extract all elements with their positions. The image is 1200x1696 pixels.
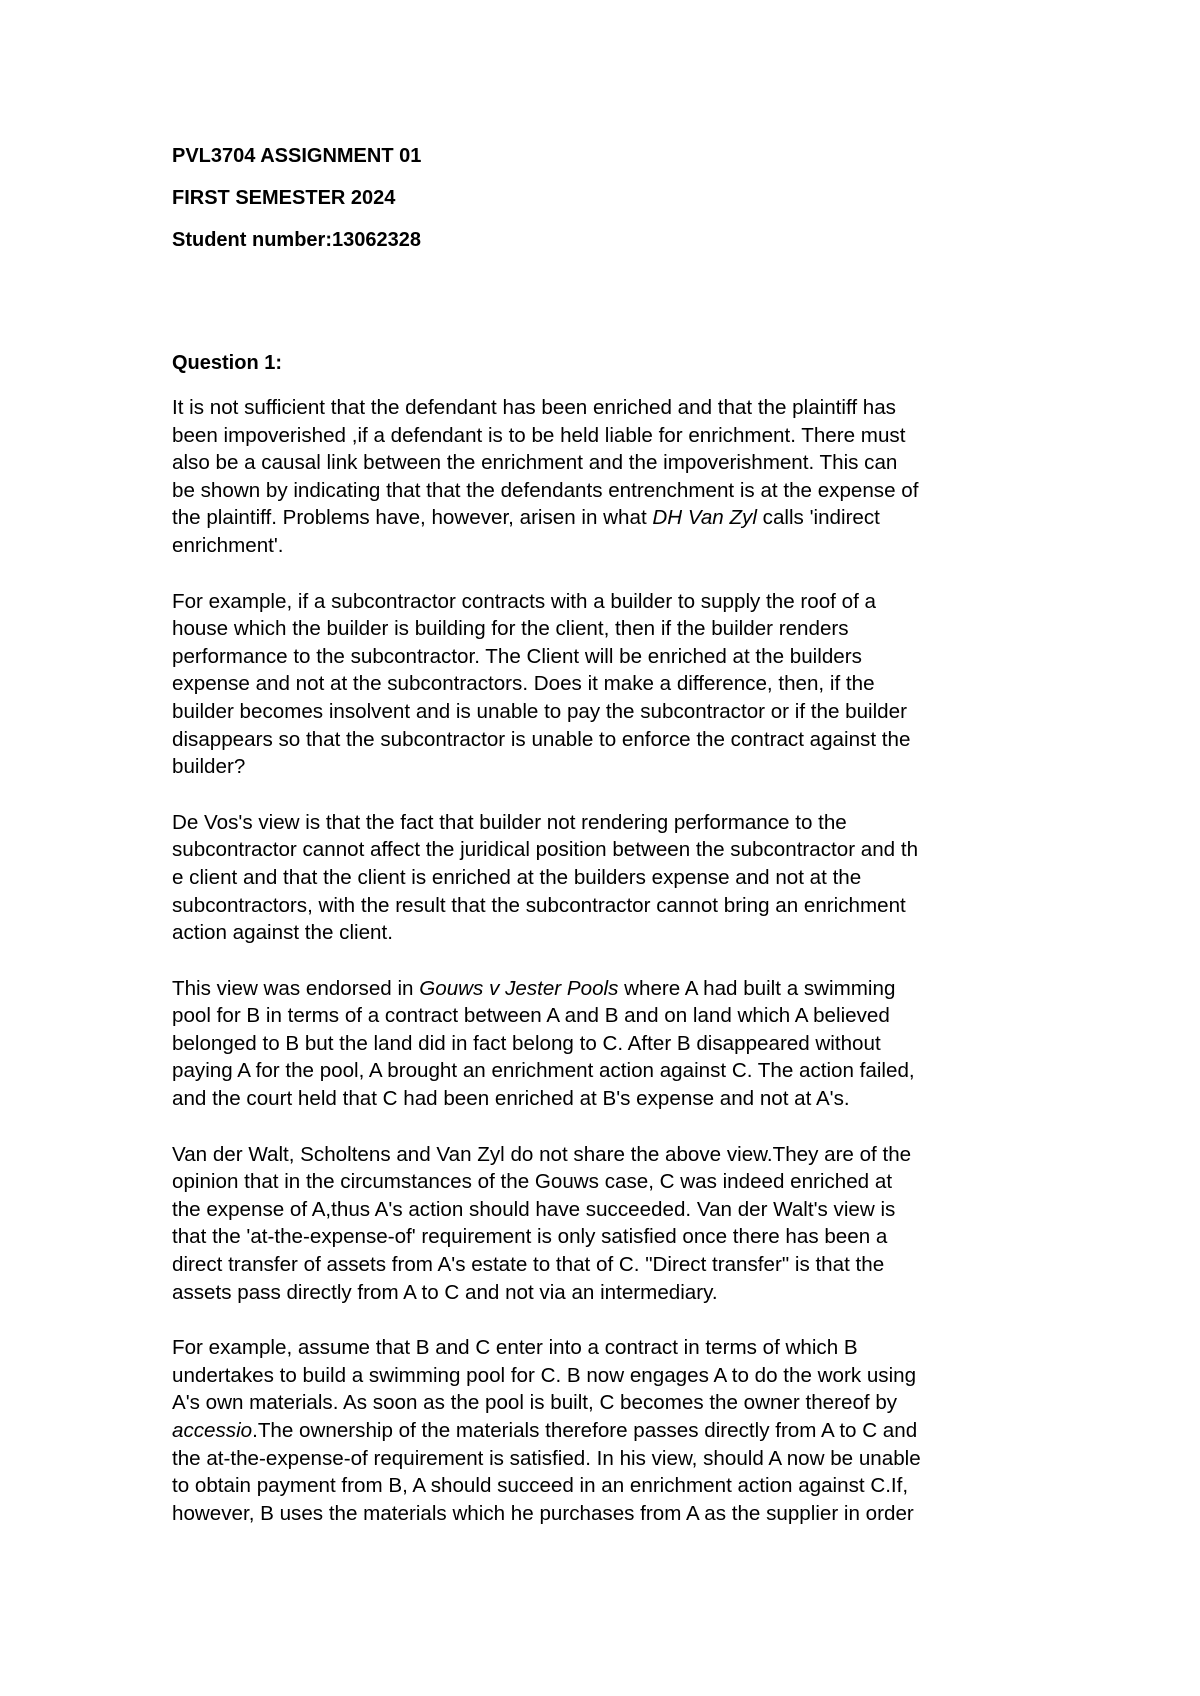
text-line: and the court held that C had been enriched at B's expense and not at A's. [172,1087,850,1111]
text-line: the at-the-expense-of requirement is satisfied. In his view, should A now be unable [172,1446,921,1470]
text-segment: .The ownership of the materials therefore passes directly from A to C and [252,1419,918,1442]
text-line: Van der Walt, Scholtens and Van Zyl do not share the above view.They are of the [172,1142,912,1166]
text-line: that the 'at-the-expense-of' requirement is only satisfied once there has been a [172,1225,888,1249]
paragraph [172,1334,1072,1527]
italic-text: Gouws v Jester Pools [419,976,619,1000]
text-line: e client and that the client is enriched at the builders expense and not at the [172,865,862,889]
text-line: been impoverished ,if a defendant is to be held liable for enrichment. There must [172,423,906,447]
text-line: subcontractors, with the result that the subcontractor cannot bring an enrichment [172,893,906,917]
text-segment: the plaintiff. Problems have, however, arisen in what [172,506,653,530]
course-title: PVL3704 ASSIGNMENT 01 [172,145,422,167]
question-answer-body [172,394,1072,1527]
text-line: also be a causal link between the enrichment and the impoverishment. This can [172,451,898,475]
text-line: belonged to B but the land did in fact belong to C. After B disappeared without [172,1031,881,1055]
text-line: pool for B in terms of a contract between A and B and on land which A believed [172,1004,890,1028]
text-segment: calls 'indirect [756,506,880,530]
paragraph [172,394,1072,560]
document-page [172,143,1072,1555]
paragraph [172,975,1072,1113]
text-line: A's own materials. As soon as the pool is built, C becomes the owner thereof by [172,1391,898,1415]
text-line: subcontractor cannot affect the juridical position between the subcontractor and th [172,838,919,862]
text-line: assets pass directly from A to C and not via an intermediary. [172,1280,718,1304]
text-line [172,504,1072,532]
text-line: For example, assume that B and C enter into a contract in terms of which B [172,1336,858,1360]
student-number: Student number:13062328 [172,229,421,251]
text-line: opinion that in the circumstances of the Gouws case, C was indeed enriched at [172,1170,893,1194]
text-line: performance to the subcontractor. The Client will be enriched at the builders [172,644,862,668]
italic-text: DH Van Zyl [652,506,757,530]
text-segment: This view was endorsed in [172,976,420,1000]
question-heading: Question 1: [172,352,283,374]
text-line: disappears so that the subcontractor is unable to enforce the contract against the [172,727,911,751]
paragraph [172,809,1072,947]
italic-text: accessio [172,1419,253,1442]
text-line: It is not sufficient that the defendant has been enriched and that the plaintiff has [172,396,896,419]
text-line [172,1417,1072,1445]
text-line: expense and not at the subcontractors. Does it make a difference, then, if the [172,672,875,696]
text-line: De Vos's view is that the fact that builder not rendering performance to the [172,810,847,834]
text-line: action against the client. [172,921,393,945]
text-line: builder? [172,755,246,779]
text-line: builder becomes insolvent and is unable to pay the subcontractor or if the builder [172,699,907,723]
text-line: For example, if a subcontractor contracts with a builder to supply the roof of a [172,589,876,613]
text-line: be shown by indicating that that the defendants entrenchment is at the expense of [172,478,919,502]
paragraph [172,1141,1072,1307]
text-line: paying A for the pool, A brought an enrichment action against C. The action failed, [172,1059,915,1083]
text-segment: where A had built a swimming [618,976,896,1000]
text-line: the expense of A,thus A's action should have succeeded. Van der Walt's view is [172,1197,896,1221]
text-line: direct transfer of assets from A's estate to that of C. "Direct transfer" is that the [172,1253,885,1277]
text-line: however, B uses the materials which he purchases from A as the supplier in order [172,1501,914,1525]
text-line: to obtain payment from B, A should succeed in an enrichment action against C.If, [172,1474,909,1498]
semester-label: FIRST SEMESTER 2024 [172,187,396,209]
text-line: enrichment'. [172,533,284,557]
text-line [172,975,1072,1003]
text-line: house which the builder is building for the client, then if the builder renders [172,617,849,641]
paragraph [172,588,1072,781]
text-line: undertakes to build a swimming pool for C. B now engages A to do the work using [172,1363,917,1387]
